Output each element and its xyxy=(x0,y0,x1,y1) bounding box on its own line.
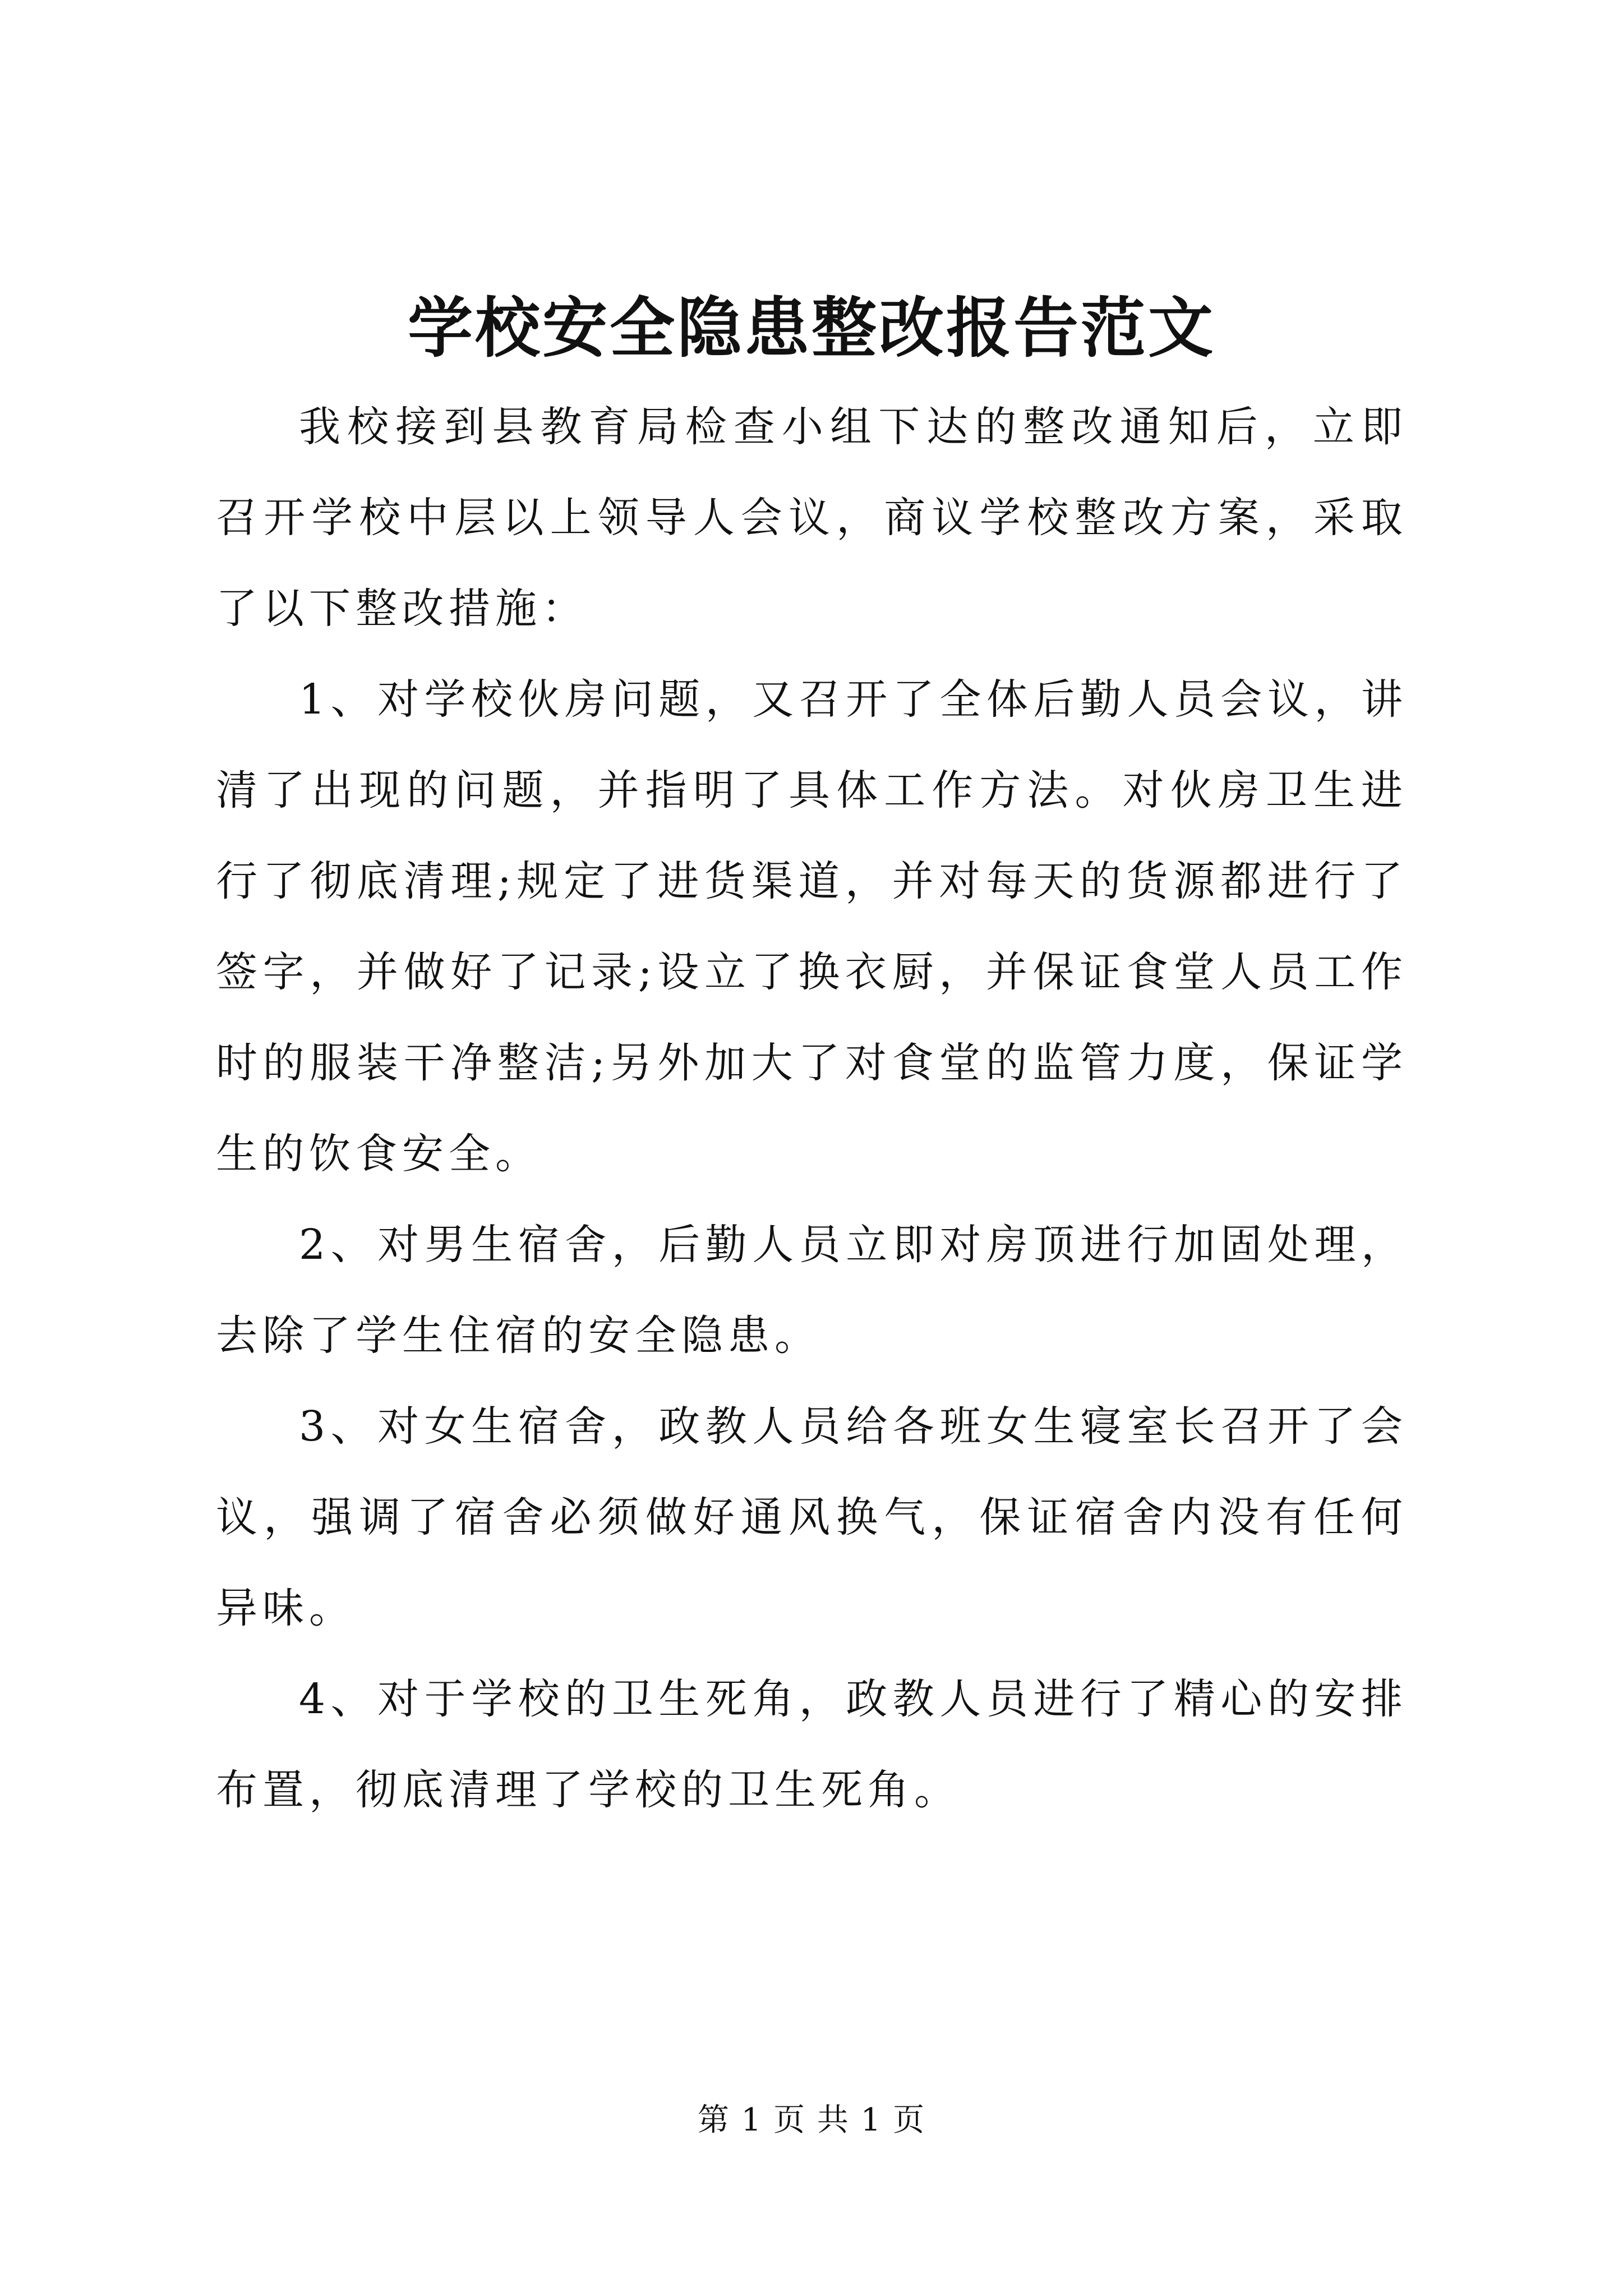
document-body xyxy=(216,381,1408,1835)
paragraph-item-2: 2、对男生宿舍，后勤人员立即对房顶进行加固处理，去除了学生住宿的安全隐患。 xyxy=(216,1221,1408,1360)
document-title: 学校安全隐患整改报告范文 xyxy=(408,290,1215,366)
paragraph-intro: 我校接到县教育局检查小组下达的整改通知后，立即召开学校中层以上领导人会议，商议学校整改方案，采取了以下整改措施： xyxy=(216,403,1408,633)
page-footer: 第 1 页 共 1 页 xyxy=(697,2102,926,2138)
paragraph-item-4: 4、对于学校的卫生死角，政教人员进行了精心的安排布置，彻底清理了学校的卫生死角。 xyxy=(216,1675,1408,1814)
paragraph-item-1: 1、对学校伙房问题，又召开了全体后勤人员会议，讲清了出现的问题，并指明了具体工作方法。对伙房卫生进行了彻底清理;规定了进货渠道，并对每天的货源都进行了签字，并做好了记录;设立了换衣厨，并保证食堂人员工作时的服装干净整洁;另外加大了对食堂的监管力度，保证学生的饮食安全。 xyxy=(216,675,1408,1178)
paragraph-item-3: 3、对女生宿舍，政教人员给各班女生寝室长召开了会议，强调了宿舍必须做好通风换气，保证宿舍内没有任何异味。 xyxy=(216,1402,1408,1632)
